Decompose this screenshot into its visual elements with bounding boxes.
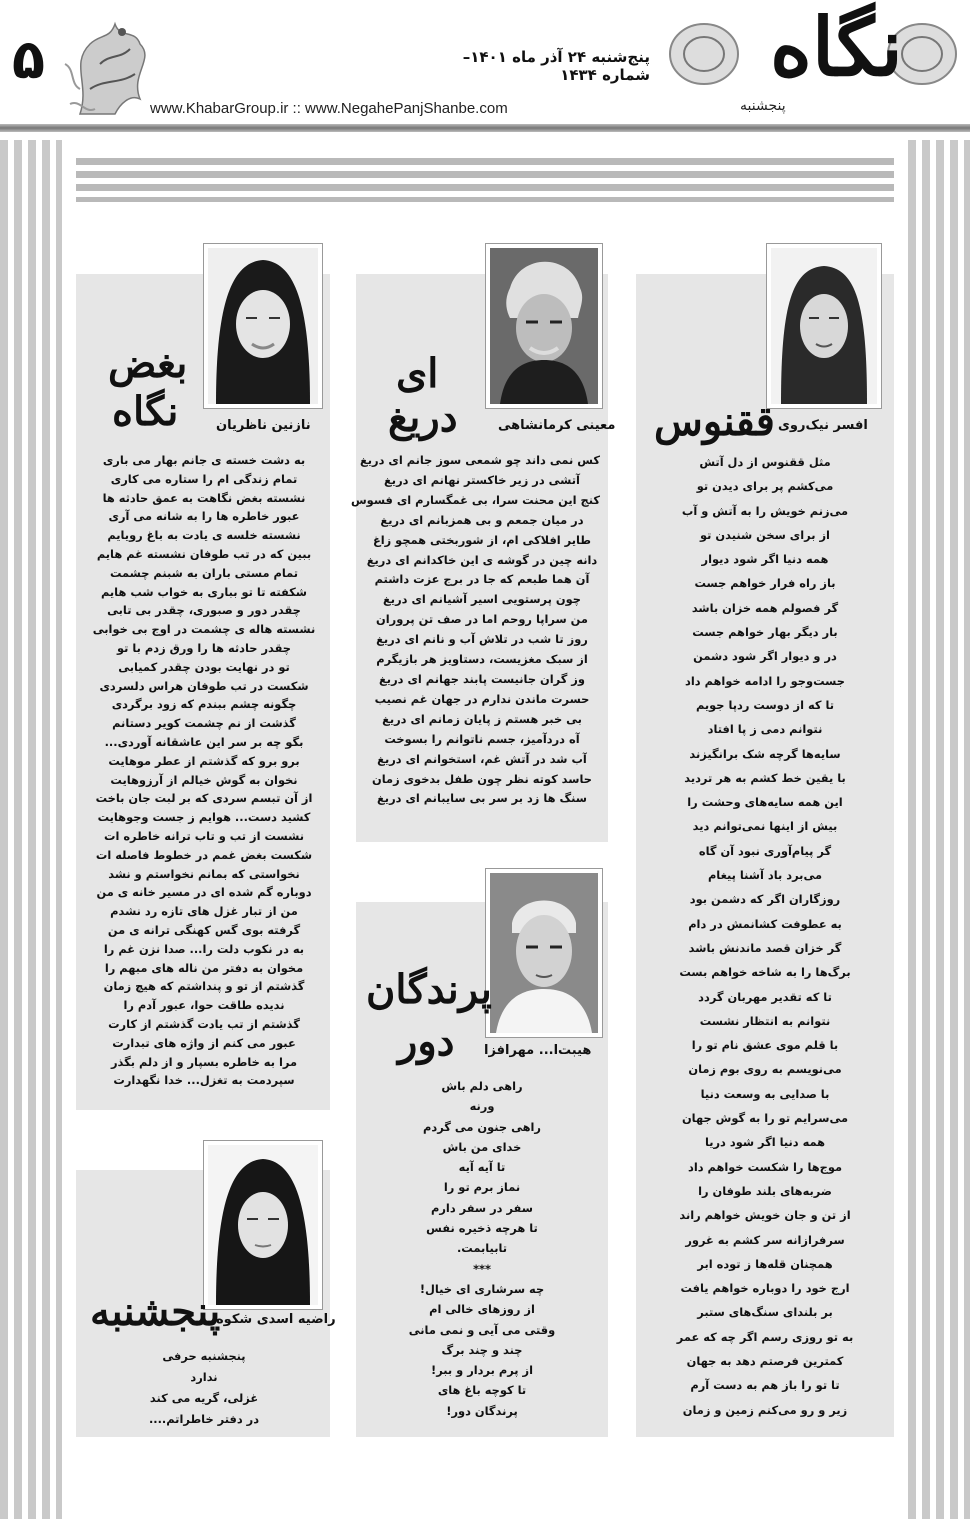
poem-line: جست‌وجو را ادامه خواهم داد — [685, 673, 845, 688]
poem-line: گر فصولم همه خزان باشد — [691, 600, 839, 615]
poem-line: بر بلندای سنگ‌های ستبر — [697, 1305, 833, 1320]
poem-line: نشسته خلسه ی یادت به باغ رویایم — [107, 528, 301, 543]
website-links: www.KhabarGroup.ir :: www.NegahePanjShanbe.com — [150, 100, 508, 117]
author-photo-nazerian — [203, 243, 323, 409]
poem-line: راهی دلم باش — [441, 1079, 523, 1093]
poem-text-ey-darigh — [350, 451, 600, 809]
poem-line: گر خزان قصد ماندنش باشد — [688, 940, 842, 955]
poem-line: شکفته تا تو بباری به خواب شب هایم — [100, 584, 308, 599]
poem-line: نشسته هاله ی چشمت در اوج بی خوابی — [92, 622, 316, 637]
poem-line: طایر افلاکی ام، از شوربختی همچو زاغ — [372, 532, 592, 547]
poem-line: از پرم بردار و ببر! — [431, 1363, 533, 1378]
poem-title-door: دور — [398, 1018, 455, 1065]
poem-line: سرفرازانه سر کشم به غرور — [685, 1232, 845, 1247]
poem-line: از آن تبسم سردی که بر لبت جان باخت — [95, 791, 313, 806]
poem-line: به تو روزی رسم اگر چه که عمر — [676, 1329, 854, 1344]
poem-line: بی خبر هستم ز پایان زمانم ای دریغ — [382, 711, 582, 726]
poem-line: تا که تقدیر مهربان گردد — [698, 989, 832, 1004]
poem-line: چقدر دور و صبوری، چقدر بی تابی — [107, 603, 301, 618]
poem-line: ندارد — [190, 1370, 218, 1384]
poem-line: چند و چند برگ — [441, 1342, 523, 1357]
poem-line: تا آیه آیه — [458, 1160, 506, 1175]
author-name-nazerian: نازنین ناظریان — [216, 418, 311, 433]
poem-line: مخوان به دفتر من ناله های مبهم را — [104, 960, 304, 975]
poem-line: همچنان قله‌ها ز توده ابر — [697, 1256, 833, 1271]
poem-line: نخواستی که بمانم نخواستم و نشد — [108, 866, 300, 881]
author-name-moeini: معینی کرمانشاهی — [498, 418, 616, 433]
poem-line: در و دیوار اگر شود دشمن — [693, 649, 837, 664]
poem-line: تو در نهایت بودن چقدر کمیابی — [118, 659, 290, 674]
poem-line: من از تبار غزل های تازه رد نشدم — [110, 904, 298, 919]
top-stripes — [76, 158, 894, 202]
poem-title-panjshanbe: پنجشنبه — [90, 1288, 221, 1335]
poem-line: تمام مستی باران به شبنم چشمت — [109, 565, 299, 580]
poem-line: نتوانم دمی ز پا افتاد — [707, 722, 823, 737]
author-photo-asadi — [203, 1140, 323, 1310]
poem-line: با قلم موی عشق نام تو را — [691, 1038, 839, 1053]
poem-line: نخوان به گوش خیالم از آرزوهایت — [110, 772, 298, 787]
poem-line: چون پرستویی اسیر آشیانم ای دریغ — [383, 592, 581, 607]
poem-line: ورنه — [469, 1099, 495, 1114]
poem-line: گذشت از نم چشمت کویر دستانم — [112, 716, 296, 731]
poem-line: من سراپا روحم اما در صف تن پروران — [376, 612, 588, 627]
poem-line: چه سرشاری ای خیال! — [419, 1281, 545, 1296]
poem-line: وز گران جانیست پابند جهانم ای دریغ — [379, 671, 585, 686]
poem-line: از روزهای خالی ام — [429, 1302, 535, 1317]
poem-line: کمترین فرصتم دهد به جهان — [686, 1353, 844, 1368]
poem-line: با یقین خط کشم به هر تردید — [684, 770, 846, 785]
page-number: ۵ — [12, 28, 45, 91]
author-name-mehrafza: هیبت‌ا... مهرافزا — [484, 1043, 592, 1058]
poem-line: ارج خود را دوباره خواهم یافت — [680, 1281, 850, 1296]
poem-line: تا هرچه ذخیره نفس — [426, 1221, 538, 1236]
poem-line: کشید دست... هوایم ز جست وجوهایت — [97, 810, 311, 825]
author-photo-mehrafza — [485, 868, 603, 1038]
poem-line: نشست از تب و تاب ترانه خاطره ات — [104, 828, 304, 843]
poem-line: شکست بغض غمم در خطوط فاصله ات — [95, 847, 313, 862]
author-photo-afsar — [766, 243, 882, 409]
newspaper-logo-sub: پنجشنبه — [740, 98, 786, 114]
poem-line: گذشتم از تب یادت گذشتم از کارت — [108, 1016, 300, 1031]
poem-line: حاسد کوته نظر چون طفل بدخوی زمان — [372, 771, 592, 786]
poem-line: آه دردآمیز، جسم ناتوانم را بسوخت — [384, 731, 580, 746]
poem-line: دانه چین در گوشه ی این خاکدانم ای دریغ — [366, 552, 598, 567]
poem-line: تمام زندگی ام را ستاره می کاری — [110, 471, 298, 486]
right-decorative-bar — [908, 140, 970, 1519]
poem-line: راهی جنون می گردم — [423, 1119, 541, 1134]
poem-line: چقدر حادثه ها را ورق زدم با تو — [116, 640, 291, 655]
poem-line: بگو چه بر سر این عاشقانه آوردی... — [104, 734, 304, 749]
poem-title-boghz: بغض — [108, 340, 188, 387]
poem-line: باز راه فرار خواهم جست — [694, 576, 836, 591]
poem-line: مثل ققنوس از دل آتش — [699, 455, 831, 469]
poem-line: عبور می کنم از واژه های تبدارت — [112, 1035, 296, 1050]
left-decorative-bar — [0, 140, 62, 1519]
portrait-icon — [490, 873, 598, 1033]
poem-line: ندیده طاقت حوا، عبور آدم را — [123, 998, 285, 1013]
poem-line: زیر و رو می‌کنم زمین و زمان — [682, 1402, 848, 1417]
poem-line: *** — [473, 1261, 491, 1276]
poem-line: سنگ ها زد بر سر بی سایبانم ای دریغ — [377, 791, 587, 806]
poem-line: بار دیگر بهار خواهم جست — [692, 625, 838, 640]
poem-line: وقتی می آیی و نمی مانی — [408, 1322, 556, 1337]
poem-line: غزلی، گریه می کند — [149, 1391, 259, 1405]
poem-title-ey: ای — [396, 350, 439, 397]
poem-line: با صدایی به وسعت دنیا — [700, 1086, 830, 1101]
poem-line: بیش از اینها نمی‌توانم دید — [692, 819, 838, 834]
poem-text-boghz-negah — [86, 451, 322, 1090]
poem-line: می‌نویسم به روی بوم زمان — [688, 1062, 842, 1077]
poem-line: تابیابمت. — [456, 1241, 508, 1256]
poem-line: می‌سرایم تو را به گوش جهان — [681, 1111, 849, 1126]
poem-line: موج‌ها را شکست خواهم داد — [687, 1159, 843, 1174]
poem-line: از تن و جان خویش خواهم راند — [679, 1208, 851, 1223]
author-name-asadi: راضیه اسدی شکوه — [216, 1312, 336, 1327]
poem-line: برگ‌ها را به شاخه خواهم بست — [679, 965, 851, 980]
poem-line: کس نمی داند چو شمعی سوز جانم ای دریغ — [359, 453, 600, 467]
poem-line: شکست در تب طوفان هراس دلسردی — [99, 678, 309, 693]
poem-line: سفر در سفر دارم — [431, 1200, 533, 1215]
poem-line: نماز برم تو را — [443, 1180, 521, 1195]
portrait-icon — [771, 248, 877, 404]
poem-line: گرفته بوی گس کهنگی ترانه ی من — [107, 922, 301, 937]
author-photo-moeini — [485, 243, 603, 409]
poem-line: تا تو را باز هم به دست آرم — [690, 1378, 840, 1393]
poem-text-panjshanbe — [104, 1346, 304, 1430]
poem-line: پنجشنبه حرفی — [162, 1349, 246, 1363]
poem-title-qoqnoos: ققنوس — [654, 398, 775, 445]
poem-line: به عطوفت کشانمش در دام — [688, 916, 842, 931]
poem-line: این همه سایه‌های وحشت را — [687, 795, 843, 810]
poem-line: می‌برد باد آشنا پیغام — [707, 868, 823, 883]
poem-line: آن هما طبعم که جا در برج عزت داشتم — [374, 572, 590, 587]
poem-line: نتوانم به انتظار نشست — [699, 1013, 831, 1028]
poem-line: گر پیام‌آوری نبود آن گاه — [698, 843, 832, 858]
poem-line: مرا به خاطره بسپار و از دلم بگذر — [111, 1054, 297, 1069]
poem-title-parandegan: پرندگان — [366, 966, 492, 1013]
poem-line: تا که از دوست ردپا جویم — [695, 697, 835, 712]
portrait-icon — [208, 248, 318, 404]
newspaper-logo: نگاه — [770, 0, 903, 94]
poem-line: گذشتم از تو و پنداشتم که هیچ زمان — [103, 979, 305, 994]
poem-line: عبور خاطره ها را به شانه می آری — [108, 509, 300, 524]
portrait-icon — [490, 248, 598, 404]
poem-line: چگونه چشم ببندم که زود برگردی — [111, 697, 297, 712]
poem-line: از سبک مغزیست، دستاویز هر بازیگرم — [376, 652, 588, 667]
poem-text-parandegan — [364, 1076, 600, 1421]
portrait-icon — [208, 1145, 318, 1305]
header-divider — [0, 124, 970, 132]
poem-line: در دفتر خاطراتم.... — [148, 1412, 260, 1426]
poem-line: برو برو که گذشتم از عطر موهایت — [108, 753, 300, 768]
poem-line: از برای سخن شنیدن تو — [700, 527, 830, 542]
poem-line: نشسته بغض نگاهت به عمق حادثه ها — [102, 490, 306, 505]
poem-line: پرندگان دور! — [446, 1403, 518, 1418]
poem-line: ببین که در تب طوفان نشسته غم هایم — [96, 546, 312, 561]
poem-line: خدای من باش — [442, 1139, 522, 1154]
poem-line: دوباره گم شده ای در مسیر خانه ی من — [96, 885, 312, 900]
dateline: پنج‌شنبه ۲۴ آذر ماه ۱۴۰۱– شماره ۱۴۳۴ — [462, 48, 650, 84]
poem-line: به در نکوب دلت را... صدا نزن غم را — [103, 941, 305, 956]
poem-title-darigh: دریغ — [388, 394, 458, 441]
poem-text-qoqnoos — [646, 450, 884, 1422]
page-header — [0, 0, 970, 132]
poem-line: به دشت خسته ی جانم بهار می باری — [102, 453, 306, 467]
poem-line: سایه‌ها گرچه شک برانگیزند — [689, 746, 841, 761]
poem-line: می‌زنم خویش را به آتش و آب — [681, 503, 849, 518]
poem-line: روز تا شب در تلاش آب و نانم ای دریغ — [376, 632, 588, 647]
poem-line: آب شد در آتش غم، استخوانم ای دریغ — [377, 751, 587, 766]
poem-line: ضربه‌های بلند طوفان را — [698, 1183, 832, 1198]
poem-line: روزگاران اگر که دشمن بود — [689, 892, 841, 907]
poem-line: می‌کشم پر برای دیدن تو — [696, 479, 834, 494]
poem-line: سپردمت به تغزل... خدا نگهدارت — [113, 1073, 295, 1088]
poem-line: در میان جمعم و بی همزبانم ای دریغ — [380, 512, 584, 527]
poem-line: همه دنیا اگر شود دریا — [704, 1135, 826, 1150]
poem-line: همه دنیا اگر شود دیوار — [701, 552, 829, 567]
poem-line: حسرت ماندن ندارم در جهان غم نصیب — [374, 691, 590, 706]
poem-line: آتشی در زیر خاکستر نهانم ای دریغ — [384, 472, 580, 487]
author-name-afsar: افسر نیک‌روی — [778, 418, 868, 433]
poem-line: تا کوچه باغ های — [437, 1383, 527, 1398]
poem-title-negah: نگاه — [112, 388, 179, 435]
poem-line: کنج این محنت سرا، بی غمگسارم ای فسوس — [350, 492, 600, 507]
